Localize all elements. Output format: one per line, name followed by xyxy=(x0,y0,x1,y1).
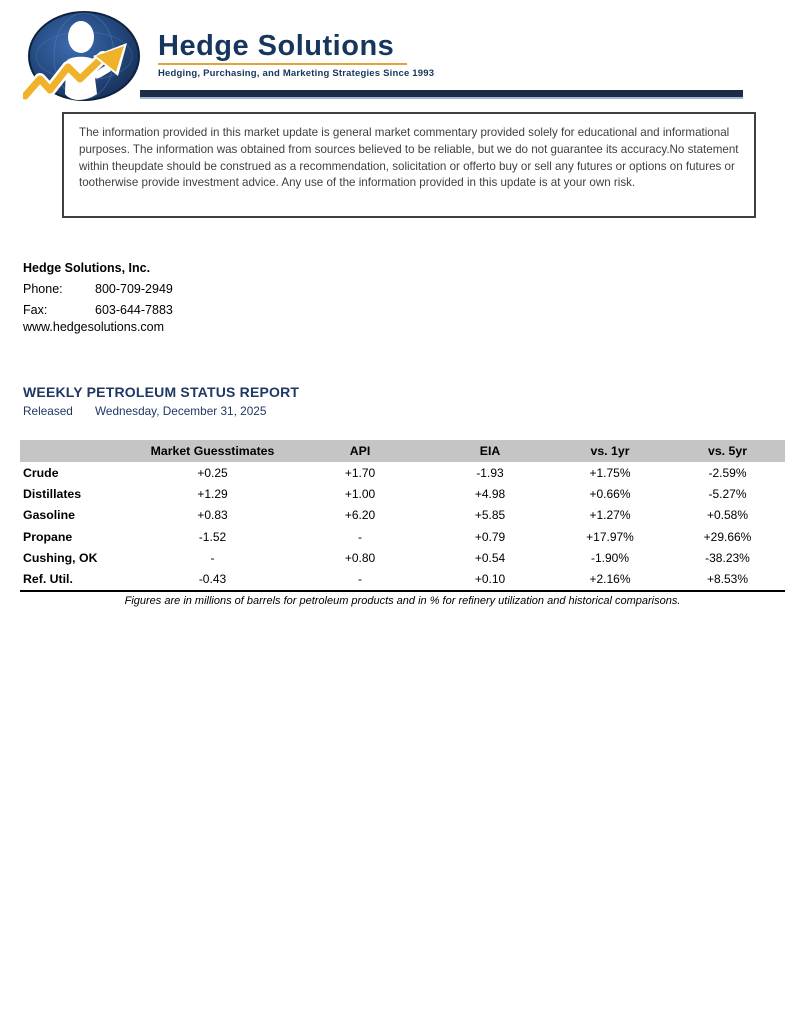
column-header-api: API xyxy=(290,440,430,462)
header-navy-bar xyxy=(140,90,743,99)
cell-value: +6.20 xyxy=(344,508,376,523)
column-header-eia: EIA xyxy=(430,440,550,462)
cell-value: +0.54 xyxy=(474,550,506,565)
cell-value: +1.75% xyxy=(589,465,631,480)
cell-value: - xyxy=(210,550,215,565)
cell-value: - xyxy=(358,529,362,544)
cell-value: +0.58% xyxy=(706,508,749,523)
company-tagline: Hedging, Purchasing, and Marketing Strategies Since 1993 xyxy=(158,68,435,79)
cell-value: +17.97% xyxy=(586,529,634,544)
cell-value: +0.66% xyxy=(589,486,631,501)
column-header-vs-5yr: vs. 5yr xyxy=(670,440,785,462)
cell-value: +29.66% xyxy=(703,529,752,544)
report-heading-block xyxy=(23,384,523,418)
table-row xyxy=(20,547,785,568)
disclaimer-text: The information provided in this market update is general market commentary provided solely for educational and informational purposes. The information was obtained from sources believed to be reliable, but we do not guarantee its accuracy.No statement within theupdate should be construed as a recommendation, solicitation or offerto buy or sell any futures or options on futures or tootherwise provide investment advice. Any use of the information provided in this update is at your own risk. xyxy=(79,126,739,190)
table-row xyxy=(20,462,785,483)
row-label: Propane xyxy=(23,529,73,544)
cell-value: +0.25 xyxy=(197,465,228,480)
petroleum-status-table xyxy=(20,440,785,592)
company-logo-globe-person-arrow-icon xyxy=(23,10,143,107)
cell-value: +5.85 xyxy=(474,508,506,523)
brand-block xyxy=(158,30,628,79)
cell-value: +0.79 xyxy=(474,529,506,544)
cell-value: -1.90% xyxy=(590,550,630,565)
table-footnote: Figures are in millions of barrels for petroleum products and in % for refinery utilization and historical comparisons. xyxy=(124,594,681,607)
disclaimer-box xyxy=(62,112,756,218)
cell-value: +1.29 xyxy=(197,486,228,501)
cell-value: +1.00 xyxy=(344,486,376,501)
column-header-vs-1yr: vs. 1yr xyxy=(550,440,670,462)
cell-value: -5.27% xyxy=(708,486,747,501)
row-label: Crude xyxy=(23,465,59,480)
phone-label: Phone: xyxy=(23,282,63,296)
phone-number: 800-709-2949 xyxy=(95,282,173,296)
table-row xyxy=(20,483,785,504)
cell-value: - xyxy=(358,572,362,587)
table-row xyxy=(20,526,785,547)
cell-value: +2.16% xyxy=(589,572,631,587)
cell-value: -1.93 xyxy=(476,465,504,480)
phone-row xyxy=(23,279,363,300)
cell-value: +0.83 xyxy=(197,508,228,523)
gold-divider xyxy=(158,63,407,65)
table-row xyxy=(20,568,785,590)
cell-value: -0.43 xyxy=(198,572,227,587)
column-header-market-guesstimates: Market Guesstimates xyxy=(135,440,290,462)
fax-row xyxy=(23,300,363,321)
cell-value: +1.27% xyxy=(589,508,631,523)
report-table-body xyxy=(20,462,785,591)
column-header-blank xyxy=(20,440,135,462)
cell-value: +8.53% xyxy=(706,572,749,587)
row-label: Cushing, OK xyxy=(23,550,98,565)
contact-block xyxy=(23,258,363,334)
table-row xyxy=(20,505,785,526)
cell-value: +4.98 xyxy=(474,486,506,501)
cell-value: +1.70 xyxy=(344,465,376,480)
table-header-row xyxy=(20,440,785,462)
fax-label: Fax: xyxy=(23,302,48,317)
cell-value: -38.23% xyxy=(705,550,750,565)
released-date: Wednesday, December 31, 2025 xyxy=(95,404,267,418)
released-label: Released xyxy=(23,404,73,418)
row-label: Ref. Util. xyxy=(23,572,73,587)
cell-value: +0.80 xyxy=(344,550,376,565)
website-url: www.hedgesolutions.com xyxy=(23,320,165,334)
company-name: Hedge Solutions xyxy=(158,30,395,62)
cell-value: -2.59% xyxy=(708,465,747,480)
fax-number: 603-644-7883 xyxy=(95,302,173,317)
released-row xyxy=(23,404,523,418)
cell-value: +0.10 xyxy=(474,572,506,587)
row-label: Distillates xyxy=(23,486,82,501)
cell-value: -1.52 xyxy=(198,529,227,544)
report-title: WEEKLY PETROLEUM STATUS REPORT xyxy=(23,384,300,400)
row-label: Gasoline xyxy=(23,508,75,523)
petroleum-table-section xyxy=(20,440,785,607)
company-legal-name: Hedge Solutions, Inc. xyxy=(23,261,151,275)
